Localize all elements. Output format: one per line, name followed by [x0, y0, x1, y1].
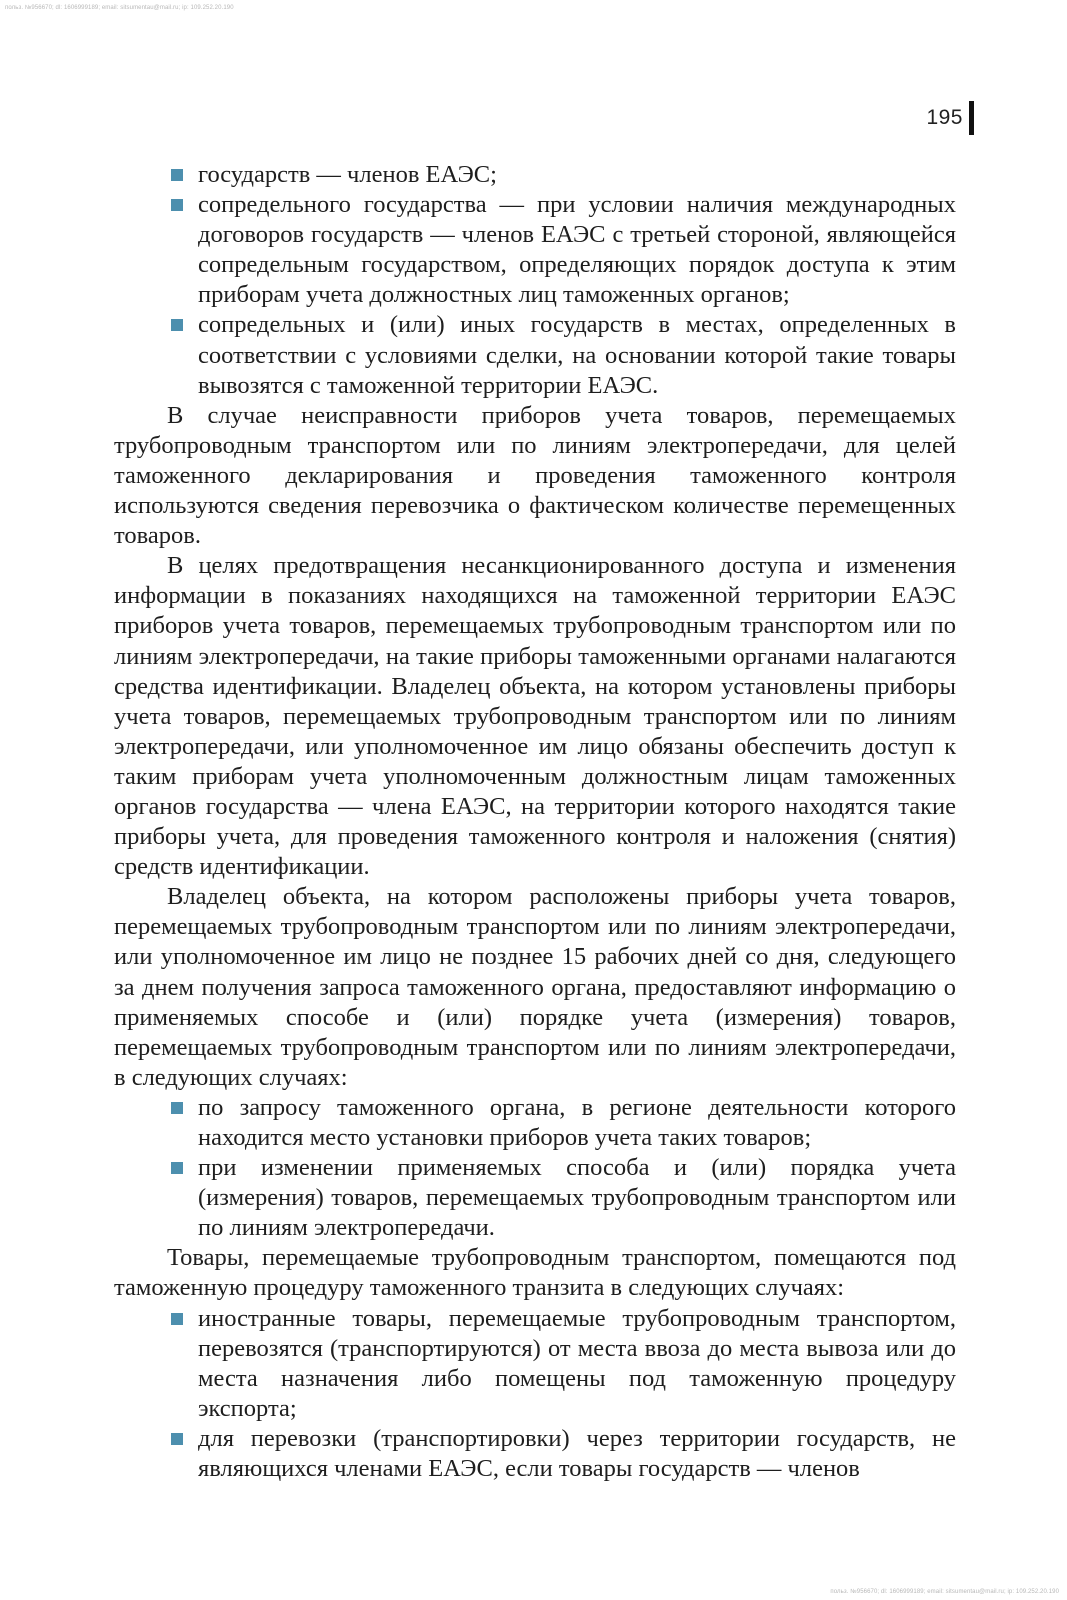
- page-header: [926, 101, 974, 135]
- list-item: иностранные товары, перемещаемые трубопроводным транспортом, перевозятся (транспортируются) от места ввоза до места вывоза или до места назначения либо помещены под таможенную процедуру экспорта;: [198, 1304, 956, 1424]
- page-number-bar: [969, 101, 974, 135]
- bullet-list-2: [114, 1093, 956, 1243]
- watermark-top: польз. №956670; dl: 1606999189; email: sitsumentau@mail.ru; ip: 109.252.20.190: [5, 5, 234, 11]
- paragraph: Товары, перемещаемые трубопроводным транспортом, помещаются под таможенную процедуру таможенного транзита в следующих случаях:: [114, 1244, 956, 1302]
- list-item: для перевозки (транспортировки) через территории государств, не являющихся членами ЕАЭС, если товары государств — членов: [198, 1424, 956, 1484]
- bullet-list-1: [114, 160, 956, 401]
- paragraph: В случае неисправности приборов учета товаров, перемещаемых трубопроводным транспортом или по линиям электропередачи, для целей таможенного декларирования и проведения таможенного контроля используются сведения перевозчика о фактическом количестве перемещенных товаров.: [114, 401, 956, 550]
- list-item: при изменении применяемых способа и (или) порядка учета (измерения) товаров, перемещаемых трубопроводным транспортом или по линиям электропередачи.: [198, 1153, 956, 1243]
- list-item: сопредельного государства — при условии наличия международных договоров государств — членов ЕАЭС с третьей стороной, являющейся сопредельным государством, определяющих порядок доступа к этим приборам учета должностных лиц таможенных органов;: [198, 190, 956, 310]
- list-item: по запросу таможенного органа, в регионе деятельности которого находится место установки приборов учета таких товаров;: [198, 1093, 956, 1153]
- paragraph: Владелец объекта, на котором расположены приборы учета товаров, перемещаемых трубопроводным транспортом или по линиям электропередачи, или уполномоченное им лицо не позднее 15 рабочих дней со дня, следующего за днем получения запроса таможенного органа, предоставляют информацию о применяемых способе и (или) порядке учета (измерения) товаров, перемещаемых трубопроводным транспортом или по линиям электропередачи, в следующих случаях:: [114, 883, 956, 1091]
- watermark-bottom: польз. №956670; dl: 1606999189; email: sitsumentau@mail.ru; ip: 109.252.20.190: [830, 1589, 1059, 1595]
- paragraph: В целях предотвращения несанкционированного доступа и изменения информации в показаниях находящихся на таможенной территории ЕАЭС приборов учета товаров, перемещаемых трубопроводным транспортом или по линиям электропередачи, на такие приборы таможенными органами налагаются средства идентификации. Владелец объекта, на котором установлены приборы учета товаров, перемещаемых трубопроводным транспортом или по линиям электропередачи, или уполномоченное им лицо обязаны обеспечить доступ к таким приборам учета уполномоченным должностным лицам таможенных органов государства — члена ЕАЭС, на территории которого находятся такие приборы учета, для проведения таможенного контроля и наложения (снятия) средств идентификации.: [114, 552, 956, 881]
- list-item: сопредельных и (или) иных государств в местах, определенных в соответствии с условиями сделки, на основании которой такие товары вывозятся с таможенной территории ЕАЭС.: [198, 310, 956, 400]
- list-item: государств — членов ЕАЭС;: [198, 160, 956, 190]
- page-number: 195: [926, 106, 963, 129]
- page-body: [114, 160, 956, 1484]
- bullet-list-3: [114, 1304, 956, 1485]
